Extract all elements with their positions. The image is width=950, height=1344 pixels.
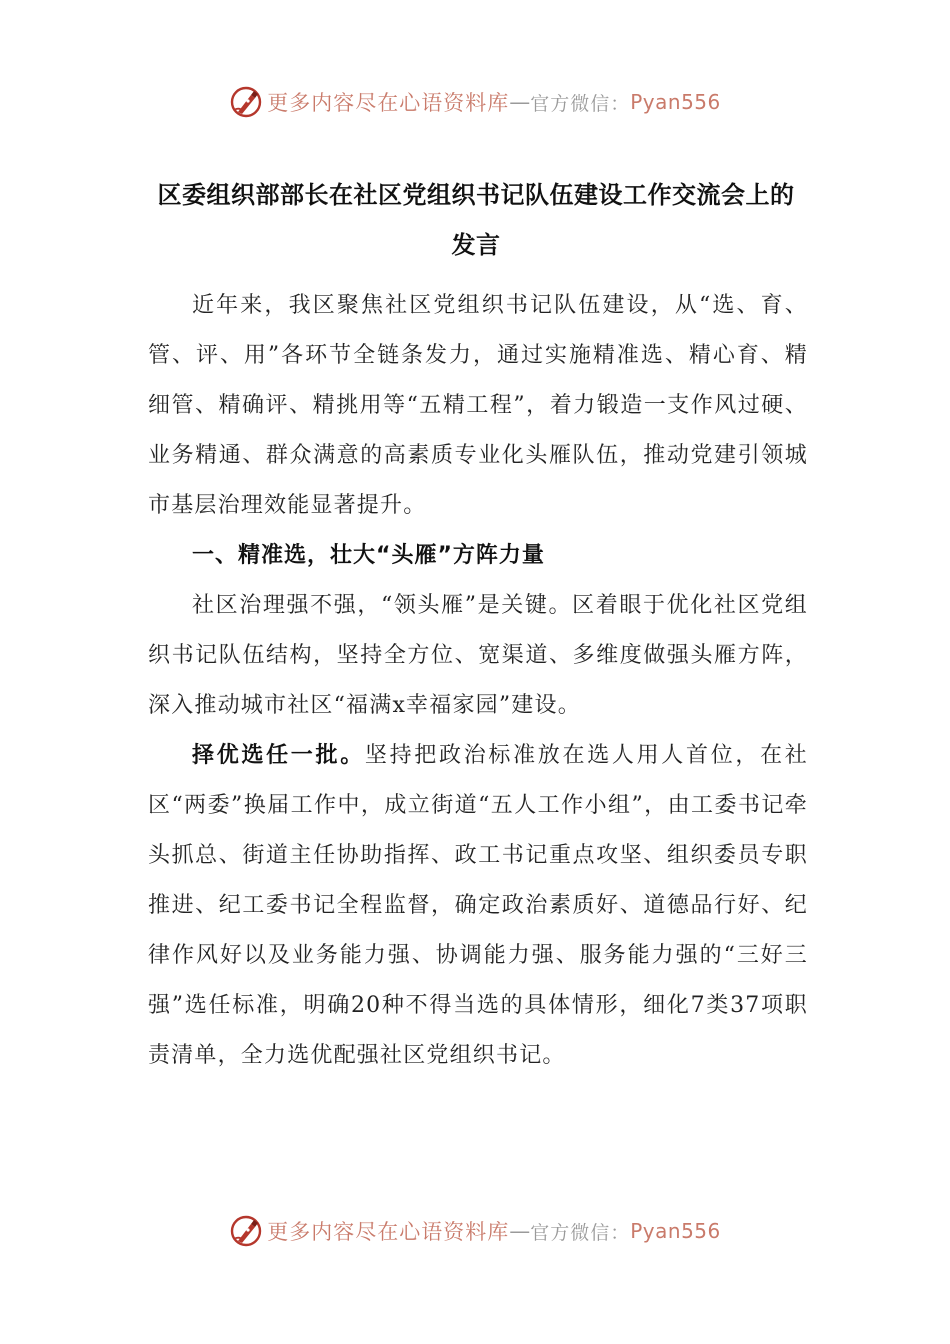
banner-separator: — [509, 1219, 531, 1243]
document-title: 区委组织部部长在社区党组织书记队伍建设工作交流会上的发言 [157, 181, 795, 259]
banner-text: 更多内容尽在心语资料库 [267, 91, 510, 115]
intro-paragraph: 近年来，我区聚焦社区党组织书记队伍建设，从“选、育、管、评、用”各环节全链条发力，通过实施精准选、精心育、精细管、精确评、精挑用等“五精工程”，着力锻造一支作风过硬、业务精通、群众满意的高素质专业化头雁队伍，推动党建引领城市基层治理效能显著提升。 [148, 293, 808, 518]
wechat-id: Pyan556 [630, 1219, 721, 1243]
section-heading: 一、精准选，壮大“头雁”方阵力量 [192, 543, 545, 568]
wechat-id: Pyan556 [630, 90, 721, 114]
wechat-label: 官方微信： [530, 1221, 631, 1244]
banner-text: 更多内容尽在心语资料库 [267, 1220, 510, 1244]
pen-nib-circle-icon [229, 85, 263, 119]
pen-nib-circle-icon [229, 1214, 263, 1248]
wechat-label: 官方微信： [530, 92, 631, 115]
document-body [148, 281, 808, 1081]
banner-separator: — [509, 90, 531, 114]
subsection-paragraph [148, 731, 808, 1081]
header-watermark-banner [0, 82, 950, 122]
subsection-text: 坚持把政治标准放在选人用人首位，在社区“两委”换届工作中，成立街道“五人工作小组”，由工委书记牵头抓总、街道主任协助指挥、政工书记重点攻坚、组织委员专职推进、纪工委书记全程监督，确定政治素质好、道德品行好、纪律作风好以及业务能力强、协调能力强、服务能力强的“三好三强”选任标准，明确20种不得当选的具体情形，细化7类37项职责清单，全力选优配强社区党组织书记。 [148, 743, 808, 1068]
subsection-lead: 择优选任一批。 [192, 743, 365, 768]
section-paragraph: 社区治理强不强，“领头雁”是关键。区着眼于优化社区党组织书记队伍结构，坚持全方位、宽渠道、多维度做强头雁方阵，深入推动城市社区“福满x幸福家园”建设。 [148, 593, 808, 718]
footer-watermark-banner [0, 1211, 950, 1251]
